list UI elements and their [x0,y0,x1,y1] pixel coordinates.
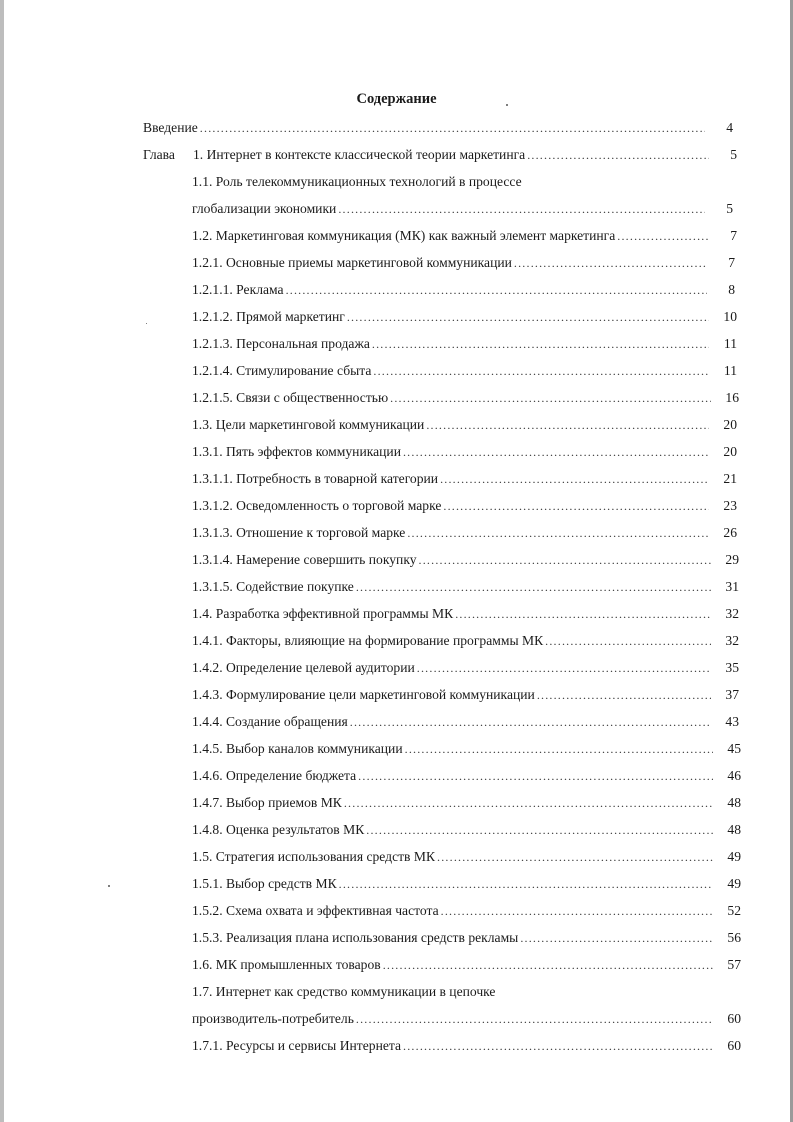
toc-entry-label: 1.2.1.5. Связи с общественностью [192,390,389,405]
dot-leader [356,1010,713,1028]
toc-entry-label: 1.7. Интернет как средство коммуникации в цепочке [192,984,496,999]
toc-entry-label: 1.6. МК промышленных товаров [192,957,381,972]
toc-entry-label: 1.4.6. Определение бюджета [192,768,357,783]
toc-entry-label: Введение [143,120,198,135]
toc-entry [192,686,739,704]
toc-entry-page: 32 [725,633,739,648]
toc-entry [192,632,739,650]
toc-entry-label [143,146,525,164]
toc-entry [192,794,741,812]
toc-entry-label: 1.3.1.2. Осведомленность о торговой марке [192,498,442,513]
toc-entry [192,362,737,380]
toc-entry-label: 1.3.1.5. Содействие покупке [192,579,354,594]
toc-entry [192,956,741,974]
dot-leader [455,605,711,623]
toc-entry-page: 48 [727,822,741,837]
dot-leader [545,632,711,650]
dot-leader [520,929,713,947]
toc-entry-label: 1.4.7. Выбор приемов МК [192,795,342,810]
toc-entry [192,767,741,785]
toc-entry-label: 1.2.1.4. Стимулирование сбыта [192,363,372,378]
toc-entry [192,740,741,758]
toc-entry-page: 20 [723,444,737,459]
toc-entry-page: 49 [727,849,741,864]
dot-leader [617,227,709,245]
toc-entry [192,389,739,407]
toc-entry [192,227,737,245]
toc-entry [192,281,735,299]
scan-speck [146,323,147,324]
toc-entry-page: 45 [727,741,741,756]
toc-entry [192,416,737,434]
toc-entry [192,821,741,839]
toc-entry [192,713,739,731]
toc-entry [192,875,741,893]
toc-entry-page: 43 [725,714,739,729]
toc-entry-page: 56 [727,930,741,945]
toc-entry-label: 1.3.1. Пять эффектов коммуникации [192,444,401,459]
dot-leader [514,254,707,272]
toc-entry-page: 10 [723,309,737,324]
toc-entry-page: 11 [723,363,737,378]
dot-leader [350,713,711,731]
toc-entry-label: 1.3.1.1. Потребность в товарной категории [192,471,439,486]
dot-leader [344,794,713,812]
toc-entry [192,659,739,677]
toc-entry-continuation: глобализации экономики [192,201,337,216]
toc-entry-label: 1.2.1.2. Прямой маркетинг [192,309,345,324]
toc-entry-label: 1.5.3. Реализация плана использования средств рекламы [192,930,519,945]
toc-entry-page: 49 [727,876,741,891]
toc-entry [192,443,737,461]
toc-entry-page: 29 [725,552,739,567]
toc-entry-page: 60 [727,1011,741,1026]
toc-entry-multiline [192,200,733,218]
dot-leader [286,281,707,299]
toc-entry-label: 1.4.8. Оценка результатов МК [192,822,365,837]
toc-entry [192,524,737,542]
toc-entry [192,578,739,596]
dot-leader [527,146,709,164]
toc-entry [143,119,733,137]
dot-leader [537,686,711,704]
toc-entry-page: 21 [723,471,737,486]
toc-entry-label: 1.3. Цели маркетинговой коммуникации [192,417,425,432]
dot-leader [366,821,713,839]
scan-speck [108,885,110,887]
dot-leader [339,875,713,893]
toc-entry [143,146,737,164]
toc-entry-label: 1.1. Роль телекоммуникационных технологий в процессе [192,174,522,189]
chapter-title: 1. Интернет в контексте классической теории маркетинга [193,147,526,162]
toc-entry-label: 1.7.1. Ресурсы и сервисы Интернета [192,1038,402,1053]
dot-leader [383,956,713,974]
toc-entry-label: 1.4.1. Факторы, влияющие на формирование программы МК [192,633,544,648]
toc-entry-label: 1.2. Маркетинговая коммуникация (МК) как важный элемент маркетинга [192,228,616,243]
toc-entry-label: 1.5.2. Схема охвата и эффективная частота [192,903,439,918]
toc-entry-label: 1.4.5. Выбор каналов коммуникации [192,741,403,756]
toc-entry-label: 1.2.1.3. Персональная продажа [192,336,370,351]
toc-entry-label: 1.2.1.1. Реклама [192,282,284,297]
dot-leader [405,740,713,758]
toc-entry-label: 1.4.2. Определение целевой аудитории [192,660,415,675]
toc-entry-label: 1.5. Стратегия использования средств МК [192,849,436,864]
toc-entry-multiline [192,1010,741,1028]
toc-entry-label: 1.4.3. Формулирование цели маркетинговой коммуникации [192,687,535,702]
toc-entry-page: 20 [723,417,737,432]
toc-entry-page: 5 [726,201,733,216]
toc-entry-page: 35 [725,660,739,675]
toc-entry-label: 1.2.1. Основные приемы маркетинговой коммуникации [192,255,512,270]
toc-entry [192,254,735,272]
toc-entry-page: 23 [723,498,737,513]
dot-leader [356,578,711,596]
toc-title: Содержание [356,91,437,107]
toc-entry-label: 1.4.4. Создание обращения [192,714,348,729]
toc-entry-page: 52 [727,903,741,918]
dot-leader [403,1037,713,1055]
toc-entry [192,308,737,326]
dot-leader [437,848,713,866]
toc-entry-label: 1.3.1.3. Отношение к торговой марке [192,525,406,540]
toc-entry [192,929,741,947]
dot-leader [347,308,709,326]
dot-leader [372,335,709,353]
toc-entry-label: 1.3.1.4. Намерение совершить покупку [192,552,417,567]
dot-leader [443,497,709,515]
toc-entry-page: 11 [723,336,737,351]
toc-entry-page: 4 [726,120,733,135]
toc-entry-label: 1.5.1. Выбор средств МК [192,876,337,891]
dot-leader [403,443,709,461]
dot-leader [390,389,711,407]
chapter-prefix: Глава [143,147,175,162]
scan-speck [506,104,508,106]
dot-leader [200,119,705,137]
toc-entry-page: 46 [727,768,741,783]
dot-leader [441,902,713,920]
toc-entry-page: 57 [727,957,741,972]
toc-entry-page: 48 [727,795,741,810]
toc-entry [192,1037,741,1055]
toc-entry-page: 5 [730,147,737,162]
dot-leader [417,659,711,677]
dot-leader [407,524,709,542]
toc-entry-page: 60 [727,1038,741,1053]
toc-entry-page: 31 [725,579,739,594]
dot-leader [373,362,709,380]
toc-entry-page: 32 [725,606,739,621]
dot-leader [338,200,705,218]
toc-entry [192,470,737,488]
toc-entry [192,335,737,353]
toc-entry-label: 1.4. Разработка эффективной программы МК [192,606,454,621]
toc-entry-page: 7 [728,255,735,270]
toc-entry [192,551,739,569]
dot-leader [440,470,709,488]
toc-entry-page: 37 [725,687,739,702]
toc-entry-page: 26 [723,525,737,540]
toc-entry [192,848,741,866]
toc-entry [192,902,741,920]
dot-leader [358,767,713,785]
toc-entry [192,605,739,623]
toc-entry-page: 7 [730,228,737,243]
toc-entry-page: 16 [725,390,739,405]
toc-entry-continuation: производитель-потребитель [192,1011,354,1026]
dot-leader [419,551,711,569]
toc-entry-page: 8 [728,282,735,297]
dot-leader [426,416,709,434]
toc-entry [192,497,737,515]
